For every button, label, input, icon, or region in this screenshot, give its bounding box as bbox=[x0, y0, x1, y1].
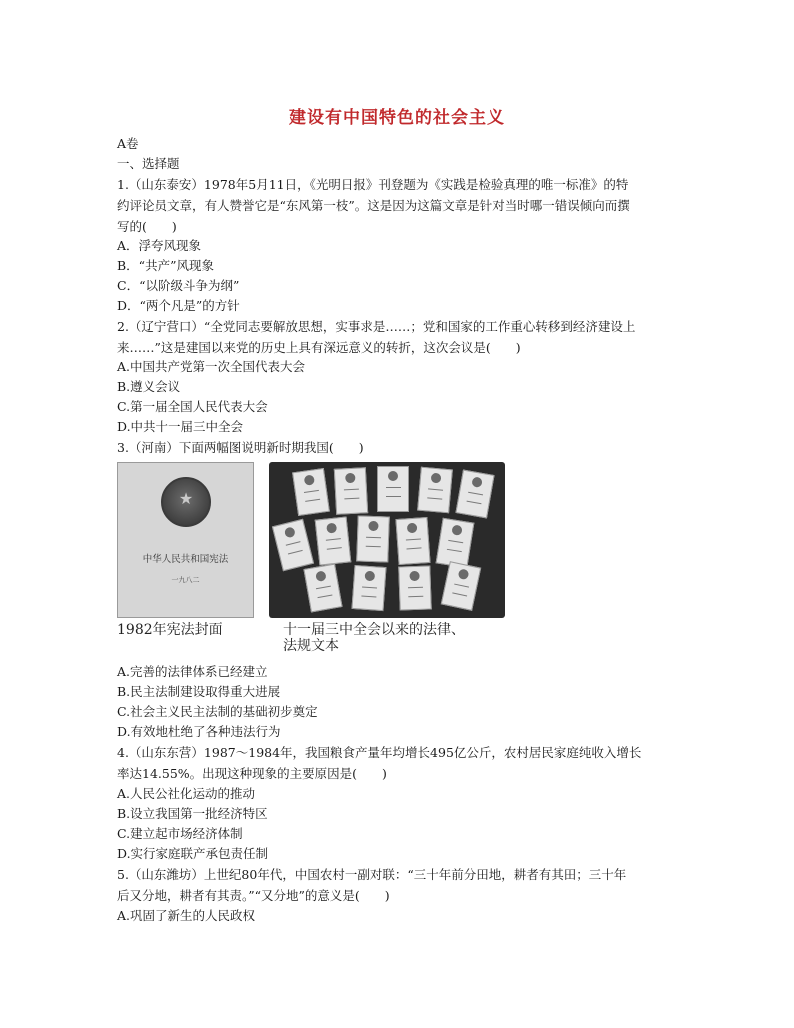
q3-option-c: C.社会主义民主法制的基础初步奠定 bbox=[117, 704, 318, 719]
law-document-cover bbox=[315, 516, 352, 565]
q4-option-b: B.设立我国第一批经济特区 bbox=[117, 806, 268, 821]
law-document-cover bbox=[334, 467, 368, 515]
q1-stem-line3: 写的( ) bbox=[117, 219, 177, 234]
q2-option-c: C.第一届全国人民代表大会 bbox=[117, 399, 268, 414]
national-emblem-icon: ★ bbox=[161, 477, 211, 527]
q2-option-b: B.遵义会议 bbox=[117, 379, 181, 394]
law-document-cover bbox=[398, 565, 432, 610]
q4-option-c: C.建立起市场经济体制 bbox=[117, 826, 243, 841]
law-documents-image bbox=[269, 462, 505, 618]
law-document-cover bbox=[292, 468, 330, 516]
q4-stem-line1: 4.（山东东营）1987～1984年，我国粮食产量年均增长495亿公斤，农村居民家庭纯收入增长 bbox=[117, 745, 642, 760]
law-document-cover bbox=[436, 518, 475, 568]
law-document-cover bbox=[272, 519, 314, 571]
right-figure-caption-line2: 法规文本 bbox=[283, 638, 339, 654]
q2-option-a: A.中国共产党第一次全国代表大会 bbox=[117, 359, 306, 374]
law-document-cover bbox=[395, 517, 430, 565]
law-document-cover bbox=[377, 466, 409, 512]
document-title: 建设有中国特色的社会主义 bbox=[289, 108, 505, 128]
law-document-cover bbox=[417, 467, 453, 514]
q3-option-d: D.有效地杜绝了各种违法行为 bbox=[117, 724, 281, 739]
q1-option-d: D．“两个凡是”的方针 bbox=[117, 298, 240, 313]
constitution-cover-image bbox=[117, 462, 254, 618]
law-document-cover bbox=[352, 565, 387, 611]
q5-stem-line2: 后又分地，耕者有其责。”“又分地”的意义是( ) bbox=[117, 888, 390, 903]
q3-stem-line1: 3.（河南）下面两幅图说明新时期我国( ) bbox=[117, 440, 364, 455]
q3-figure bbox=[117, 462, 505, 654]
law-document-cover bbox=[356, 515, 390, 562]
q2-stem-line2: 来……”这是建国以来党的历史上具有深远意义的转折，这次会议是( ) bbox=[117, 340, 521, 355]
q1-option-a: A．浮夸风现象 bbox=[117, 238, 202, 253]
q3-option-b: B.民主法制建设取得重大进展 bbox=[117, 684, 281, 699]
constitution-book-year: 一九八二 bbox=[171, 576, 200, 584]
q5-stem-line1: 5.（山东潍坊）上世纪80年代，中国农村一副对联：“三十年前分田地，耕者有其田；三十年 bbox=[117, 867, 627, 882]
law-document-cover bbox=[303, 564, 342, 613]
left-figure-caption: 1982年宪法封面 bbox=[117, 622, 223, 638]
q5-option-a: A.巩固了新生的人民政权 bbox=[117, 908, 256, 923]
q4-option-d: D.实行家庭联产承包责任制 bbox=[117, 846, 269, 861]
volume-label: A卷 bbox=[117, 136, 139, 151]
q2-stem-line1: 2.（辽宁营口）“全党同志要解放思想，实事求是……；党和国家的工作重心转移到经济建设上 bbox=[117, 319, 636, 334]
q4-option-a: A.人民公社化运动的推动 bbox=[117, 786, 256, 801]
q4-stem-line2: 率达14.55%。出现这种现象的主要原因是( ) bbox=[117, 766, 387, 781]
q1-option-c: C．“以阶级斗争为纲” bbox=[117, 278, 240, 293]
q3-option-a: A.完善的法律体系已经建立 bbox=[117, 664, 268, 679]
section-heading: 一、选择题 bbox=[117, 156, 180, 171]
law-document-cover bbox=[441, 561, 481, 611]
q1-stem-line1: 1.（山东泰安）1978年5月11日，《光明日报》刊登题为《实践是检验真理的唯一标准》的特 bbox=[117, 177, 629, 192]
q1-option-b: B．“共产”风现象 bbox=[117, 258, 214, 273]
law-document-cover bbox=[455, 470, 494, 519]
right-figure-caption-line1: 十一届三中全会以来的法律、 bbox=[283, 622, 465, 638]
q2-option-d: D.中共十一届三中全会 bbox=[117, 419, 244, 434]
q1-stem-line2: 约评论员文章，有人赞誉它是“东风第一枝”。这是因为这篇文章是针对当时哪一错误倾向而撰 bbox=[117, 198, 630, 213]
constitution-book-title: 中华人民共和国宪法 bbox=[142, 554, 229, 565]
